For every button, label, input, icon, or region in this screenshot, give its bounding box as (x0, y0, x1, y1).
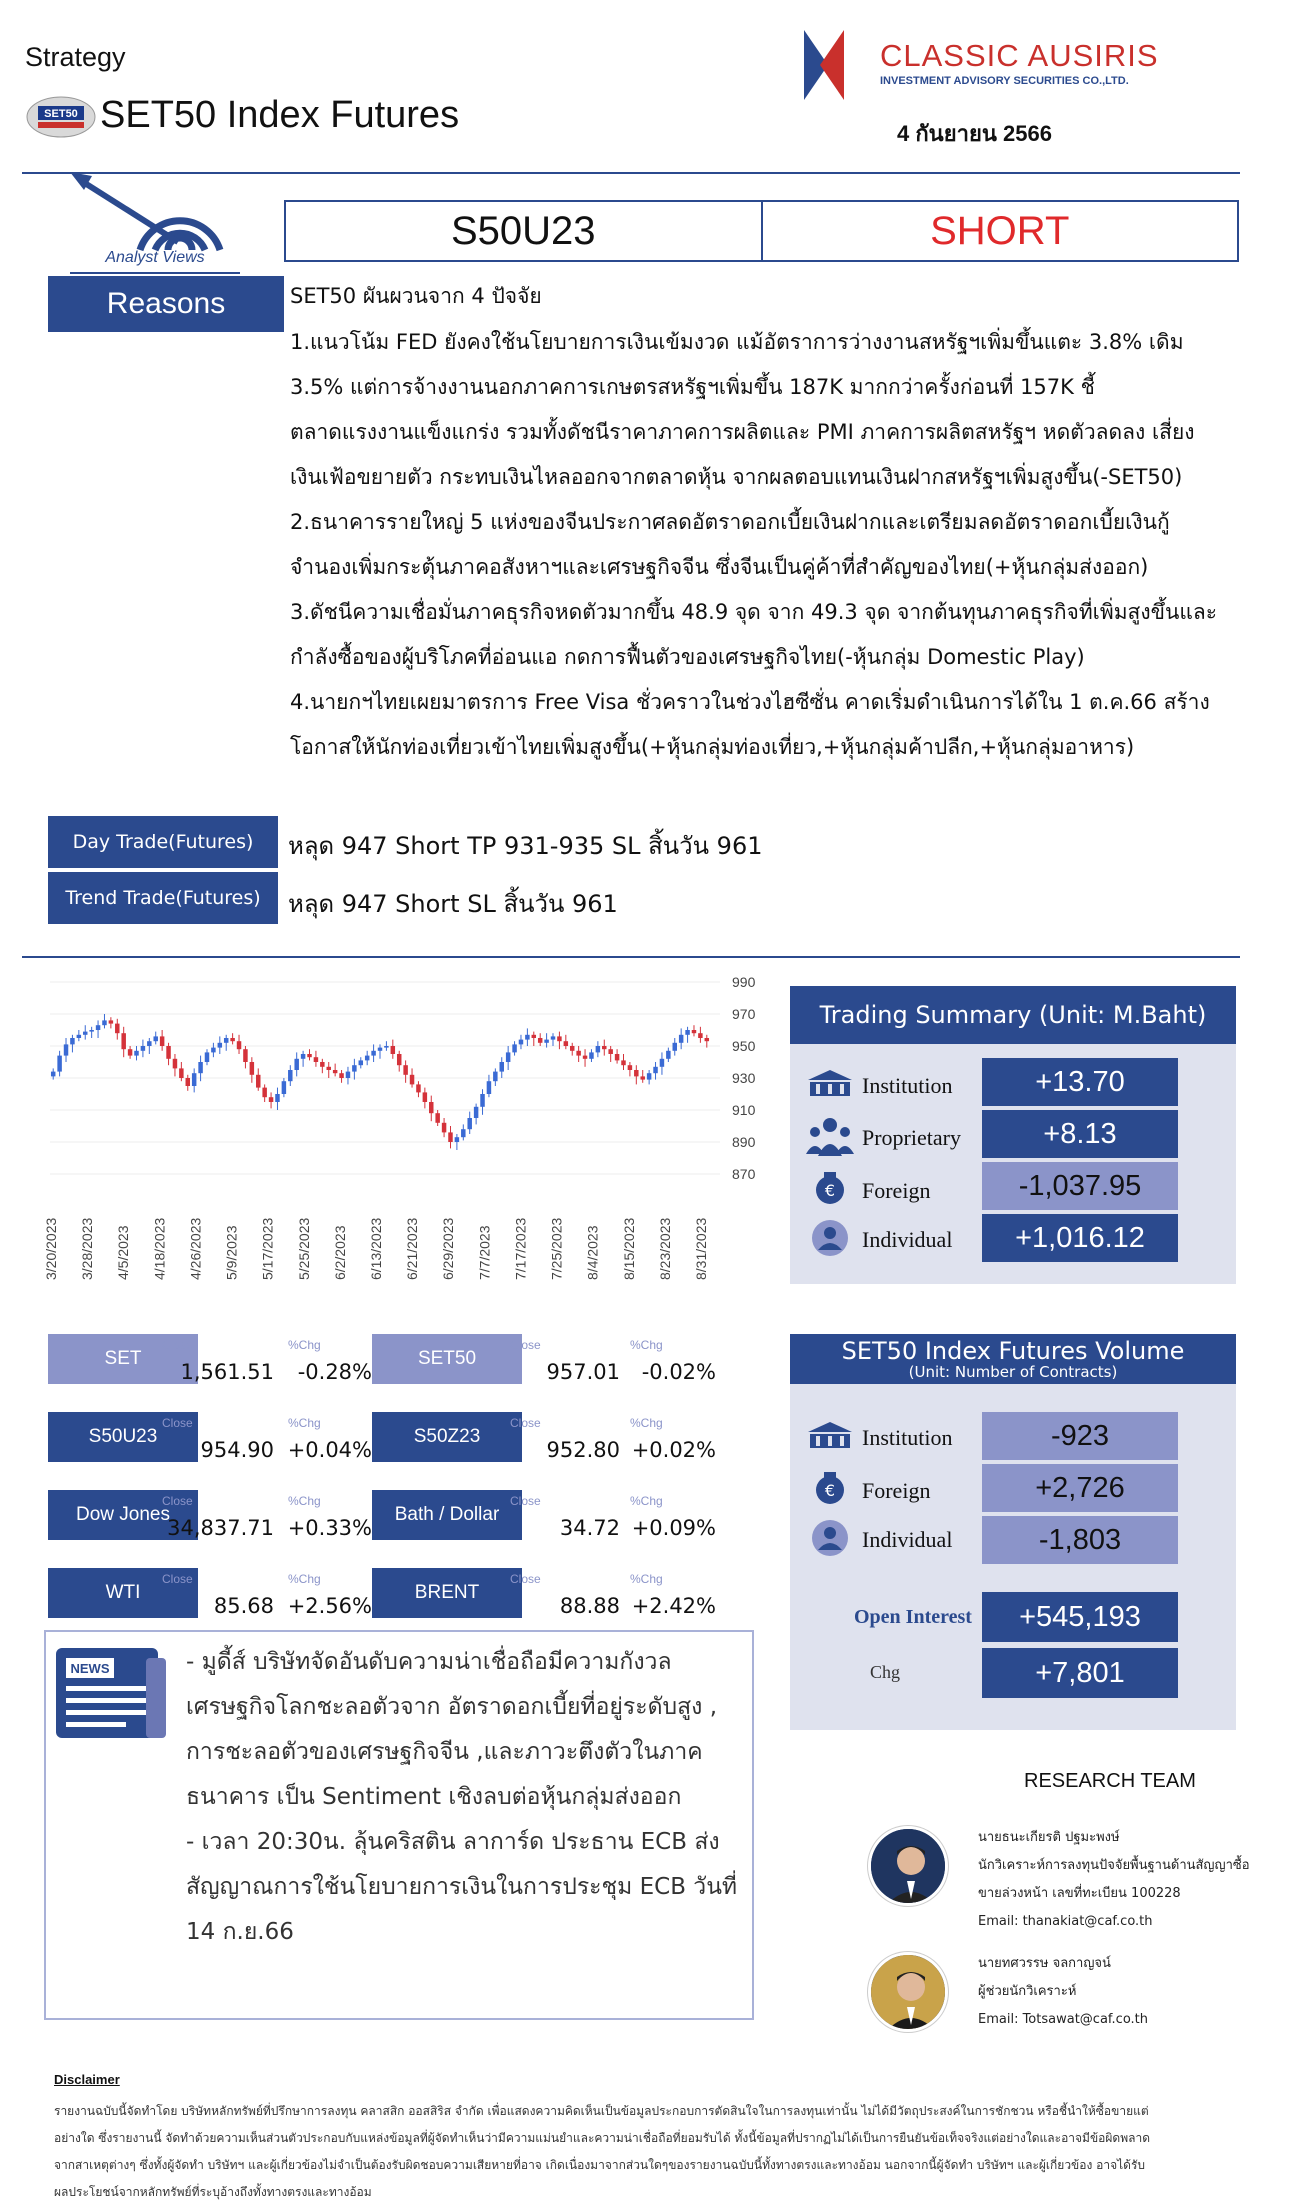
candle-body (653, 1067, 657, 1073)
candle-body (647, 1073, 651, 1079)
disclaimer-line: จากสาเหตุต่างๆ ซึ่งทั้งผู้จัดทำ บริษัทฯ และผู้เกี่ยวข้องไม่จำเป็นต้องรับผิดชอบความเสียหายที่อาจ เกิดเนื่องมาจากส่วนใดๆของรายงานฉบับนี้ทั้งทางตรงและทางอ้อม นอกจากนี้ผู้จัดทำ บริษัทฯ และผู้เกี่ยวข้อง อาจได้รับ (54, 2158, 1146, 2172)
ts-row-foreign (806, 1170, 930, 1212)
candle-body (410, 1075, 414, 1085)
close-caption: Close (510, 1572, 541, 1586)
candle-body (307, 1054, 311, 1057)
candle-body (320, 1062, 324, 1067)
candle-body (378, 1048, 382, 1051)
market-label: SET (48, 1334, 198, 1384)
candle-body (89, 1030, 93, 1032)
candle-body (198, 1062, 202, 1073)
ts-value: +8.13 (982, 1110, 1178, 1158)
news-line: ธนาคาร เป็น Sentiment เชิงลบต่อหุ้นกลุ่มส่งออก (186, 1784, 682, 1810)
chart-x-tick: 6/2/2023 (331, 1225, 348, 1280)
fv-label: Foreign (862, 1478, 931, 1503)
candle-body (243, 1049, 247, 1062)
candle-body (237, 1041, 241, 1049)
candle-body (685, 1030, 689, 1035)
chart-y-tick: 870 (732, 1166, 756, 1182)
candle-body (359, 1060, 363, 1065)
candle-body (371, 1051, 375, 1056)
trading-summary-panel (790, 1044, 1236, 1284)
ts-row-institution (806, 1068, 952, 1104)
chg-caption: %Chg (288, 1494, 321, 1508)
ts-label: Foreign (862, 1178, 931, 1203)
chart-x-tick: 8/31/2023 (693, 1217, 709, 1280)
trend-trade-label: Trend Trade(Futures) (48, 872, 278, 924)
news-text (186, 1640, 746, 1955)
open-interest-label: Open Interest (854, 1606, 972, 1628)
candle-body (134, 1051, 138, 1056)
chart-y-tick: 890 (732, 1134, 756, 1150)
market-close: 85.68 (213, 1594, 274, 1618)
candle-body (384, 1046, 388, 1048)
market-label: SET50 (372, 1334, 522, 1384)
fv-value: -1,803 (982, 1516, 1178, 1564)
ts-label: Individual (862, 1227, 953, 1252)
futures-volume-panel (790, 1384, 1236, 1730)
chart-x-tick: 6/29/2023 (440, 1217, 457, 1280)
candle-body (109, 1020, 113, 1023)
trend-trade-text: หลุด 947 Short SL สิ้นวัน 961 (288, 890, 618, 918)
market-chg: +2.42% (631, 1594, 716, 1618)
chg-value: +7,801 (982, 1648, 1178, 1698)
candle-body (333, 1070, 337, 1073)
reason-line: จำนองเพิ่มกระตุ้นภาคอสังหาฯและเศรษฐกิจจีน ซึ่งจีนเป็นคู่ค้าที่สำคัญของไทย(+หุ้นกลุ่มส่งออก) (290, 555, 1149, 579)
money-bag-icon (806, 1470, 854, 1512)
candle-body (115, 1024, 119, 1034)
svg-text:€: € (824, 1181, 836, 1200)
chart-candles (51, 1014, 709, 1150)
market-chg: +0.04% (287, 1438, 372, 1462)
section-divider (22, 956, 1240, 958)
analyst-2-title: ผู้ช่วยนักวิเคราะห์ (978, 1984, 1077, 1999)
news-line: - มูดี้ส์ บริษัทจัดอันดับความน่าเชื่อถือมีความกังวล (186, 1649, 672, 1675)
candle-body (128, 1049, 132, 1055)
chg-caption: %Chg (630, 1416, 663, 1430)
candle-body (179, 1068, 183, 1078)
futures-volume-title: SET50 Index Futures Volume (841, 1337, 1185, 1365)
market-chg: +2.56% (287, 1594, 372, 1618)
futures-volume-header (790, 1334, 1236, 1384)
candle-body (506, 1052, 510, 1062)
candle-body (480, 1094, 484, 1107)
set50-candlestick-chart (40, 968, 780, 1288)
disclaimer-line: อย่างใด ซึ่งรายงานนี้ จัดทำด้วยความเห็นส่วนตัวประกอบกับแหล่งข้อมูลที่ผู้จัดทำเห็นว่ามีความแม่นยำและความน่าเชื่อถือที่ยอมรับได้ ทั้งนี้ข้อมูลที่ปรากฏไม่ได้เป็นการยืนยันข้อเท็จจริงแต่อย่างใดและอาจมีข้อผิดพลาด (54, 2131, 1150, 2145)
close-caption: Close (162, 1416, 193, 1430)
reason-line: เงินเฟ้อขยายตัว กระทบเงินไหลออกจากตลาดหุ้น จากผลตอบแทนเงินฝากสหรัฐฯเพิ่มสูงขึ้น(-SET50) (290, 465, 1183, 489)
candle-body (705, 1038, 709, 1041)
svg-text:SET50: SET50 (44, 108, 78, 120)
candle-body (352, 1065, 356, 1071)
candle-body (205, 1052, 209, 1062)
market-label: BRENT (372, 1568, 522, 1618)
chart-x-tick: 4/26/2023 (187, 1217, 204, 1280)
chg-caption: %Chg (288, 1572, 321, 1586)
candle-body (83, 1032, 87, 1035)
chart-x-tick: 8/15/2023 (620, 1217, 637, 1280)
chart-y-ticks (732, 974, 756, 1182)
chart-x-tick: 4/5/2023 (115, 1225, 132, 1280)
fv-label: Institution (862, 1425, 953, 1450)
chart-x-tick: 3/20/2023 (43, 1217, 59, 1280)
chg-caption: %Chg (630, 1572, 663, 1586)
candle-body (435, 1113, 439, 1123)
candle-body (608, 1049, 612, 1054)
chart-x-tick: 7/25/2023 (548, 1217, 565, 1280)
day-trade-label: Day Trade(Futures) (48, 816, 278, 868)
candle-body (621, 1060, 625, 1065)
strategy-label: Strategy (25, 42, 126, 72)
candle-body (692, 1030, 696, 1033)
candle-body (403, 1065, 407, 1075)
candle-body (666, 1051, 670, 1059)
candle-body (314, 1057, 318, 1062)
analyst-avatar (868, 1826, 948, 1906)
candle-body (256, 1075, 260, 1088)
company-name: CLASSIC AUSIRIS (880, 38, 1159, 73)
candle-body (288, 1070, 292, 1081)
candle-body (269, 1097, 273, 1102)
day-trade-text: หลุด 947 Short TP 931-935 SL สิ้นวัน 961 (288, 832, 763, 860)
chart-x-tick: 4/18/2023 (151, 1217, 168, 1280)
chart-y-tick: 950 (732, 1038, 756, 1054)
candle-body (442, 1123, 446, 1133)
building-icon (806, 1420, 854, 1456)
ts-label: Institution (862, 1073, 953, 1098)
reason-line: กำลังซื้อของผู้บริโภคที่อ่อนแอ กดการฟื้นตัวของเศรษฐกิจไทย(-หุ้นกลุ่ม Domestic Play) (290, 645, 1085, 669)
chg-caption: %Chg (288, 1416, 321, 1430)
chart-x-tick: 8/23/2023 (656, 1217, 673, 1280)
candle-body (365, 1056, 369, 1061)
candle-body (294, 1059, 298, 1070)
chg-caption: %Chg (630, 1338, 663, 1352)
candle-body (673, 1043, 677, 1051)
candle-body (211, 1048, 215, 1053)
candle-body (102, 1020, 106, 1025)
fv-label: Individual (862, 1527, 953, 1552)
close-caption: Close (510, 1416, 541, 1430)
candle-body (640, 1076, 644, 1079)
candle-body (160, 1036, 164, 1046)
analyst-2-name: นายทศวรรษ จลกาญจน์ (978, 1956, 1111, 1971)
market-label: Bath / Dollar (372, 1490, 522, 1540)
close-caption: Close (510, 1494, 541, 1508)
candle-body (416, 1084, 420, 1092)
candle-body (218, 1043, 222, 1048)
analyst-1-info (978, 1824, 1250, 1936)
reason-line: โอกาสให้นักท่องเที่ยวเข้าไทยเพิ่มสูงขึ้น(+หุ้นกลุ่มท่องเที่ยว,+หุ้นกลุ่มค้าปลีก,+หุ้นกลุ่มอาหาร) (290, 735, 1135, 759)
group-icon (806, 1116, 854, 1160)
candle-body (628, 1065, 632, 1070)
candle-body (660, 1059, 664, 1067)
candle-body (467, 1118, 471, 1129)
candle-body (339, 1073, 343, 1078)
reason-line: 2.ธนาคารรายใหญ่ 5 แห่งของจีนประกาศลดอัตราดอกเบี้ยเงินฝากและเตรียมลดอัตราดอกเบี้ยเงินกู้ (290, 510, 1170, 534)
news-line: เศรษฐกิจโลกชะลอตัวจาก อัตราดอกเบี้ยที่อยู่ระดับสูง , (186, 1694, 718, 1720)
candle-body (474, 1107, 478, 1118)
fv-row-foreign (806, 1470, 930, 1512)
candle-body (634, 1070, 638, 1076)
reasons-list (290, 320, 1260, 770)
disclaimer-line: ผลประโยชน์จากหลักทรัพย์ที่ระบุอ้างถึงทั้งทางตรงและทางอ้อม (54, 2185, 372, 2199)
chart-x-tick: 7/7/2023 (476, 1225, 493, 1280)
page-title: SET50 Index Futures (100, 94, 460, 136)
fv-row-individual (806, 1518, 952, 1562)
svg-text:€: € (824, 1481, 836, 1500)
close-caption: Close (510, 1338, 541, 1352)
news-line: 14 ก.ย.66 (186, 1919, 294, 1945)
market-label: WTI (48, 1568, 198, 1618)
reasons-label: Reasons (48, 276, 284, 332)
chart-x-tick: 6/13/2023 (368, 1217, 384, 1280)
news-line: การชะลอตัวของเศรษฐกิจจีน ,และภาวะตึงตัวในภาค (186, 1739, 703, 1765)
ts-row-individual (806, 1218, 952, 1262)
candle-body (679, 1035, 683, 1043)
candle-body (698, 1033, 702, 1038)
report-date: 4 กันยายน 2566 (897, 121, 1052, 146)
candle-body (153, 1036, 157, 1041)
candle-body (423, 1092, 427, 1102)
set50-logo (26, 96, 96, 138)
reasons-intro: SET50 ผันผวนจาก 4 ปัจจัย (290, 284, 542, 308)
candle-body (262, 1088, 266, 1098)
assistant-avatar (868, 1952, 948, 2032)
market-label: S50Z23 (372, 1412, 522, 1462)
market-chg: +0.09% (631, 1516, 716, 1540)
research-team-title: RESEARCH TEAM (1024, 1770, 1196, 1792)
candle-body (96, 1025, 100, 1030)
chart-x-tick: 6/21/2023 (404, 1217, 421, 1280)
reason-line: 3.5% แต่การจ้างงานนอกภาคการเกษตรสหรัฐฯเพิ่มขึ้น 187K มากกว่าครั้งก่อนที่ 157K ชี้ (290, 375, 1095, 399)
candle-body (282, 1081, 286, 1094)
chart-y-tick: 970 (732, 1006, 756, 1022)
ts-value: -1,037.95 (982, 1162, 1178, 1210)
reason-line: 1.แนวโน้ม FED ยังคงใช้นโยบายการเงินเข้มงวด แม้อัตราการว่างงานสหรัฐฯเพิ่มขึ้นแตะ 3.8% เดิม (290, 330, 1184, 354)
open-interest-value: +545,193 (982, 1592, 1178, 1642)
candle-body (301, 1054, 305, 1059)
market-close: 1,561.51 (180, 1360, 274, 1384)
recommend-symbol: S50U23 (286, 202, 763, 260)
market-close: 88.88 (559, 1594, 620, 1618)
fv-value: +2,726 (982, 1464, 1178, 1512)
ts-row-proprietary (806, 1116, 961, 1160)
chart-x-tick: 8/4/2023 (584, 1225, 601, 1280)
chg-caption: %Chg (630, 1494, 663, 1508)
company-subtitle: INVESTMENT ADVISORY SECURITIES CO.,LTD. (880, 75, 1129, 87)
chart-x-tick: 5/9/2023 (223, 1225, 240, 1280)
close-caption: Close (162, 1494, 193, 1508)
ts-label: Proprietary (862, 1125, 961, 1150)
disclaimer-line: รายงานฉบับนี้จัดทำโดย บริษัทหลักทรัพย์ที่ปรึกษาการลงทุน คลาสสิก ออสสิริส จำกัด เพื่อแสดงความคิดเห็นเป็นข้อมูลประกอบการตัดสินใจในการลงทุนเท่านั้น ไม่ได้มีวัตถุประสงค์ในการชักชวน หรือชี้นำให้ซื้อขายแต่ (54, 2104, 1149, 2118)
candle-body (615, 1054, 619, 1060)
candle-body (224, 1038, 228, 1043)
disclaimer-text (54, 2098, 1264, 2204)
chg-caption: %Chg (288, 1338, 321, 1352)
analyst-underline (70, 272, 240, 274)
chart-x-ticks (43, 1218, 709, 1280)
market-close: 954.90 (200, 1438, 274, 1462)
market-close: 34,837.71 (167, 1516, 274, 1540)
market-close: 957.01 (546, 1360, 620, 1384)
analyst-views-label: Analyst Views (105, 249, 205, 266)
chart-x-tick: 5/17/2023 (259, 1217, 276, 1280)
market-chg: -0.28% (297, 1360, 372, 1384)
candle-body (391, 1046, 395, 1054)
candle-body (583, 1056, 587, 1059)
candle-body (596, 1046, 600, 1052)
candle-body (519, 1040, 523, 1045)
candle-body (525, 1035, 529, 1040)
candle-body (493, 1072, 497, 1082)
candle-body (70, 1038, 74, 1044)
chart-y-tick: 910 (732, 1102, 756, 1118)
candle-body (64, 1044, 68, 1055)
building-icon (806, 1068, 854, 1104)
candle-body (589, 1052, 593, 1058)
chart-x-tick: 5/25/2023 (295, 1217, 312, 1280)
chart-x-tick: 3/28/2023 (79, 1217, 96, 1280)
candle-body (230, 1038, 234, 1041)
candle-body (455, 1137, 459, 1142)
candle-body (192, 1073, 196, 1086)
reason-line: 4.นายกฯไทยเผยมาตรการ Free Visa ชั่วคราวในช่วงไฮซีซั่น คาดเริ่มดำเนินการได้ใน 1 ต.ค.66 สร้าง (290, 690, 1210, 714)
chart-y-tick: 990 (732, 974, 756, 990)
recommend-position: SHORT (930, 208, 1070, 253)
candle-body (141, 1046, 145, 1051)
candle-body (57, 1056, 61, 1072)
market-chg: +0.33% (287, 1516, 372, 1540)
candle-body (77, 1035, 81, 1038)
ts-value: +1,016.12 (982, 1214, 1178, 1262)
analyst-1-email: Email: thanakiat@caf.co.th (978, 1914, 1153, 1929)
candle-body (250, 1062, 254, 1075)
chart-grid (50, 982, 720, 1174)
candle-body (173, 1059, 177, 1069)
close-caption: Close (162, 1572, 193, 1586)
candle-body (487, 1081, 491, 1094)
money-bag-icon (806, 1170, 854, 1212)
candle-body (544, 1040, 548, 1043)
market-chg: -0.02% (641, 1360, 716, 1384)
candle-body (397, 1054, 401, 1065)
candle-body (326, 1067, 330, 1070)
newspaper-icon (56, 1648, 168, 1740)
futures-volume-unit: (Unit: Number of Contracts) (908, 1363, 1118, 1381)
analyst-2-info (978, 1950, 1148, 2034)
disclaimer-title: Disclaimer (54, 2072, 120, 2087)
candle-body (429, 1102, 433, 1113)
ts-value: +13.70 (982, 1058, 1178, 1106)
analyst-1-name: นายธนะเกียรติ ปฐมะพงษ์ (978, 1830, 1120, 1845)
chart-x-tick: 7/17/2023 (512, 1217, 529, 1280)
chg-label: Chg (870, 1662, 901, 1682)
candle-body (461, 1129, 465, 1137)
candle-body (51, 1072, 55, 1077)
analyst-1-title: นักวิเคราะห์การลงทุนปัจจัยพื้นฐานด้านสัญญาซื้อ (978, 1858, 1250, 1873)
market-label: S50U23 (48, 1412, 198, 1462)
candle-body (564, 1041, 568, 1046)
news-line: สัญญาณการใช้นโยบายการเงินในการประชุม ECB วันที่ (186, 1874, 738, 1900)
candle-body (602, 1046, 606, 1049)
candle-body (147, 1041, 151, 1046)
recommendation-box (284, 200, 1239, 262)
market-chg: +0.02% (631, 1438, 716, 1462)
candle-body (275, 1094, 279, 1102)
candle-body (166, 1046, 170, 1059)
reason-line: 3.ดัชนีความเชื่อมั่นภาคธุรกิจหดตัวมากขึ้น 48.9 จุด จาก 49.3 จุด จากต้นทุนภาคธุรกิจที่เพิ่มสูงขึ้นและ (290, 600, 1218, 624)
candle-body (557, 1036, 561, 1041)
analyst-1-license: ขายล่วงหน้า เลขที่ทะเบียน 100228 (978, 1886, 1181, 1901)
analyst-2-email: Email: Totsawat@caf.co.th (978, 2012, 1149, 2027)
candle-body (512, 1044, 516, 1052)
candle-body (186, 1078, 190, 1086)
fv-value: -923 (982, 1412, 1178, 1460)
chart-y-tick: 930 (732, 1070, 756, 1086)
candle-body (576, 1051, 580, 1056)
company-logo (804, 30, 844, 100)
news-line: - เวลา 20:30น. ลุ้นคริสติน ลาการ์ด ประธาน ECB ส่ง (186, 1829, 720, 1855)
candle-body (121, 1033, 125, 1049)
candle-body (448, 1132, 452, 1142)
reason-line: ตลาดแรงงานแข็งแกร่ง รวมทั้งดัชนีราคาภาคการผลิตและ PMI ภาคการผลิตสหรัฐฯ หดตัวลดลง เสี่ยง (290, 420, 1195, 444)
close-caption: Close (162, 1338, 193, 1352)
person-icon (806, 1218, 854, 1262)
trading-summary-title: Trading Summary (Unit: M.Baht) (790, 986, 1236, 1044)
market-label: Dow Jones (48, 1490, 198, 1540)
candle-body (500, 1062, 504, 1072)
market-close: 952.80 (546, 1438, 620, 1462)
market-close: 34.72 (559, 1516, 620, 1540)
candle-body (538, 1038, 542, 1043)
candle-body (570, 1046, 574, 1051)
candle-body (346, 1072, 350, 1078)
svg-text:NEWS: NEWS (70, 1661, 110, 1676)
candle-body (551, 1036, 555, 1039)
fv-row-institution (806, 1420, 952, 1456)
person-icon (806, 1518, 854, 1562)
candle-body (532, 1035, 536, 1038)
